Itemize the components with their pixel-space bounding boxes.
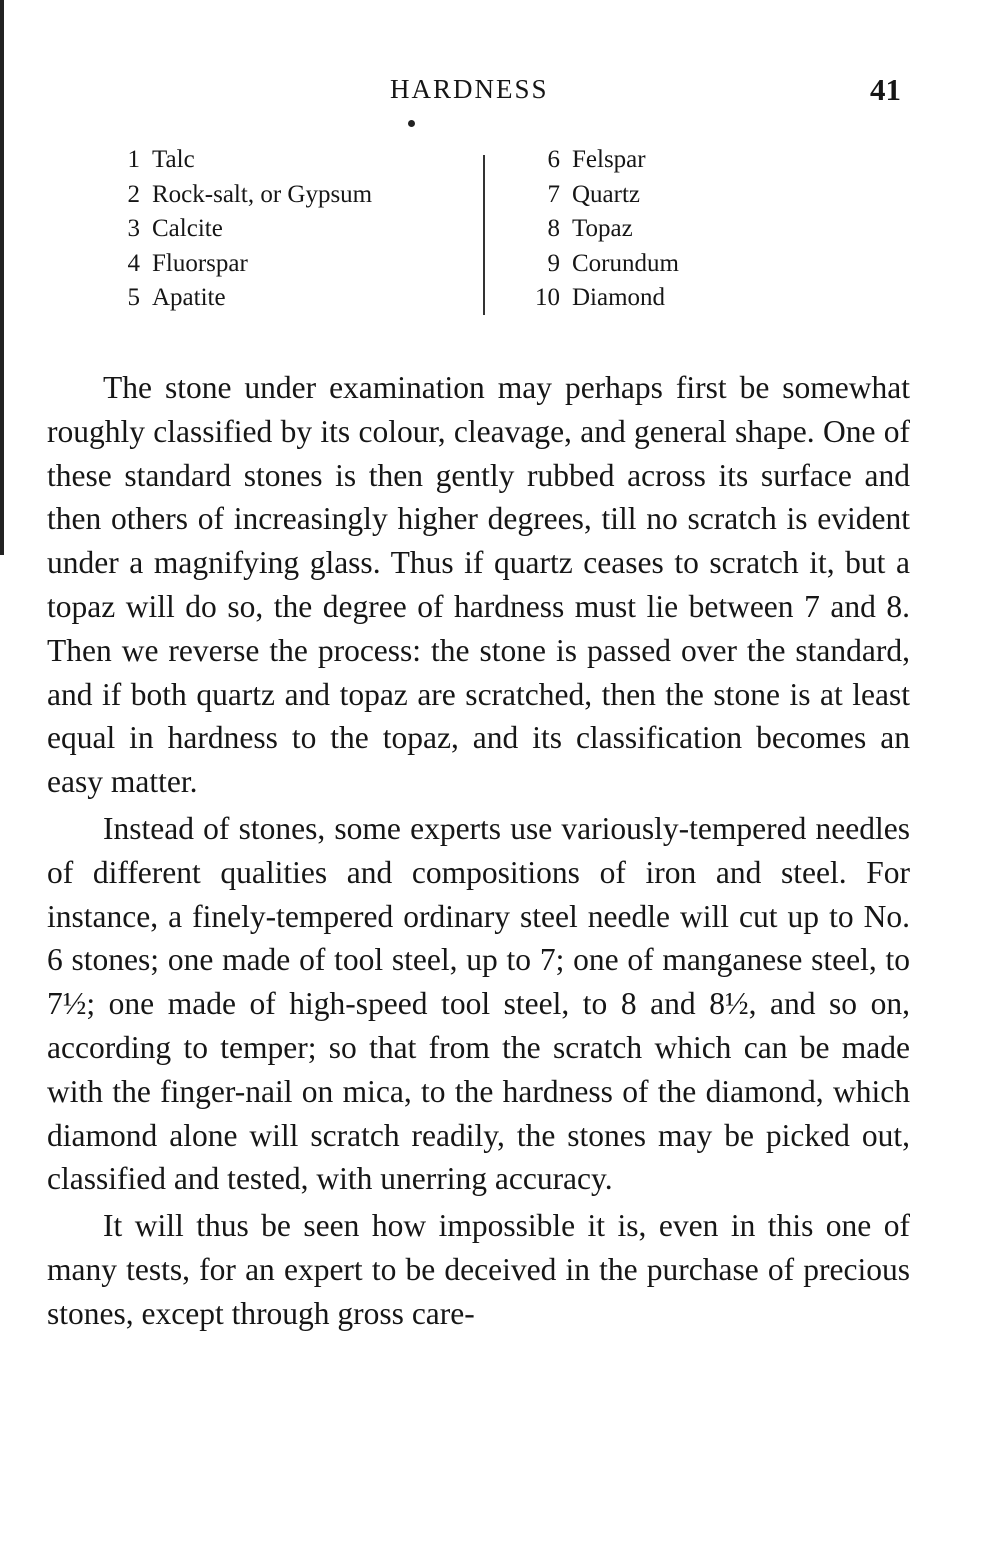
scale-column-left [100, 143, 372, 316]
scale-mineral: Topaz [572, 215, 633, 242]
scale-number: 7 [547, 180, 560, 208]
scale-number: 5 [127, 284, 140, 311]
scale-mineral: Calcite [152, 215, 223, 242]
scale-mineral: Felspar [572, 146, 646, 173]
scale-row [520, 247, 679, 282]
body-text [47, 366, 910, 1336]
scale-row [520, 178, 679, 213]
scale-mineral: Rock-salt, or Gypsum [152, 180, 373, 208]
scale-number: 6 [547, 146, 560, 173]
scale-number: 4 [127, 249, 140, 277]
column-divider [483, 155, 485, 315]
hardness-scale-table [0, 143, 1000, 318]
scale-row [100, 247, 372, 282]
scale-number: 10 [535, 284, 560, 311]
scale-row [100, 212, 372, 247]
scale-row [520, 212, 679, 247]
running-title: HARDNESS [390, 74, 549, 104]
paragraph: It will thus be seen how impossible it is, even in this one of many tests, for an expert to be deceived in the purchase of precious stones, except through gross care- [47, 1208, 910, 1331]
scale-mineral: Quartz [572, 180, 641, 208]
scale-row [520, 281, 679, 316]
scale-mineral: Fluorspar [152, 249, 248, 277]
scale-row [100, 178, 372, 213]
scale-row [100, 281, 372, 316]
scale-column-right [520, 143, 679, 316]
paragraph: The stone under examination may perhaps first be somewhat roughly classified by its colour, cleavage, and general shape. One of these standard stones is then gently rubbed across its surface and then others of increasingly higher degrees, till no scratch is evident under a magnifying glass. Thus if quartz ceases to scratch it, but a topaz will do so, the degree of hardness must lie between 7 and 8. Then we reverse the process: the stone is passed over the standard, and if both quartz and topaz are scratched, then the stone is at least equal in hardness to the topaz, and its classification becomes an easy matter. [47, 370, 910, 800]
scale-number: 3 [127, 215, 140, 242]
scale-mineral: Corundum [572, 249, 679, 277]
paragraph: Instead of stones, some experts use variously-tempered needles of different qualities and compositions of iron and steel. For instance, a finely-tempered ordinary steel needle will cut up to No. 6 stones; one made of tool steel, up to 7; one of manganese steel, to 7½; one made of high-speed tool steel, to 8 and 8½, and so on, according to temper; so that from the scratch which can be made with the finger-nail on mica, to the hardness of the diamond, which diamond alone will scratch readily, the stones may be picked out, classified and tested, with unerring accuracy. [47, 810, 910, 1197]
scale-number: 1 [127, 146, 140, 173]
scale-row [100, 143, 372, 178]
running-head [0, 74, 1000, 114]
scale-mineral: Apatite [152, 284, 226, 311]
scale-number: 8 [547, 215, 560, 242]
scale-mineral: Diamond [572, 284, 666, 311]
scale-mineral: Talc [152, 146, 195, 173]
page-number: 41 [870, 72, 901, 107]
ornament-dot [408, 120, 415, 127]
scale-number: 9 [547, 249, 560, 277]
scale-row [520, 143, 679, 178]
scale-number: 2 [127, 180, 140, 208]
